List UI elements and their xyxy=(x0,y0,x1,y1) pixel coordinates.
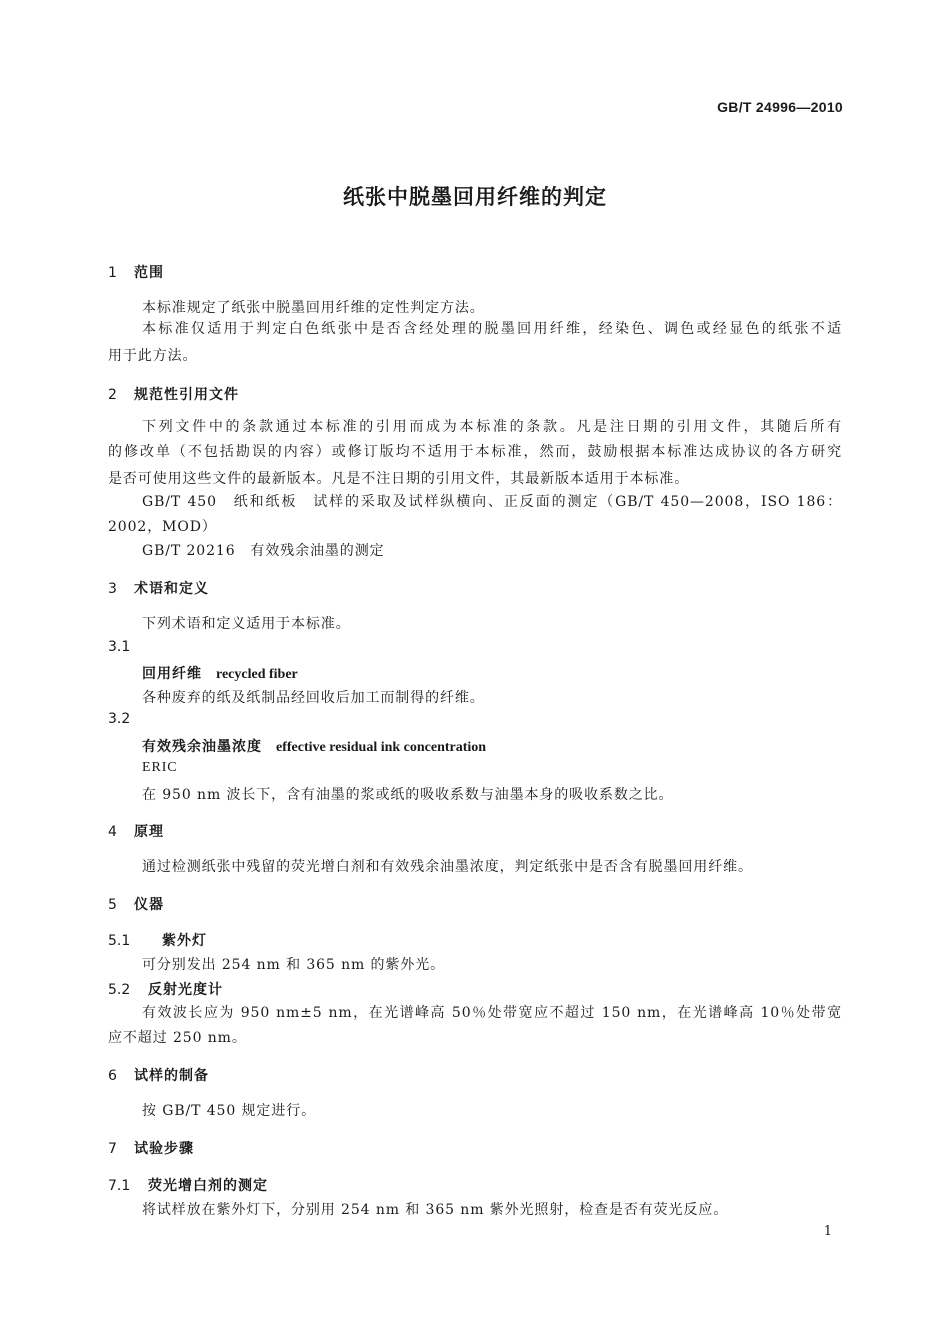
term-1-definition: 各种废弃的纸及纸制品经回收后加工而制得的纤维。 xyxy=(142,690,485,706)
s6-paragraph: 按 GB/T 450 规定进行。 xyxy=(142,1103,316,1119)
s3-paragraph: 下列术语和定义适用于本标准。 xyxy=(142,616,351,632)
section-3-heading xyxy=(108,578,209,598)
section-number: 7 xyxy=(108,1141,117,1157)
section-label: 范围 xyxy=(134,265,164,281)
section-1-heading xyxy=(108,262,164,282)
subsection-label: 荧光增白剂的测定 xyxy=(148,1178,268,1194)
standard-code: GB/T 24996—2010 xyxy=(717,99,843,115)
section-number: 5 xyxy=(108,897,117,913)
s7-1-paragraph: 将试样放在紫外灯下，分别用 254 nm 和 365 nm 紫外光照射，检查是否有荧光反应。 xyxy=(142,1202,729,1218)
s2-paragraph-line-3: 是否可使用这些文件的最新版本。凡是不注日期的引用文件，其最新版本适用于本标准。 xyxy=(108,471,690,487)
term-2-heading xyxy=(142,736,486,756)
subsection-label: 反射光度计 xyxy=(148,982,223,998)
section-label: 原理 xyxy=(134,824,164,840)
section-label: 试样的制备 xyxy=(134,1068,209,1084)
section-number: 1 xyxy=(108,265,117,281)
section-6-heading xyxy=(108,1065,209,1085)
section-label: 试验步骤 xyxy=(134,1141,194,1157)
subsection-label: 紫外灯 xyxy=(162,933,207,949)
page-number: 1 xyxy=(823,1224,832,1239)
section-number: 4 xyxy=(108,824,117,840)
s2-paragraph-line-2: 的修改单（不包括勘误的内容）或修订版均不适用于本标准，然而，鼓励根据本标准达成协议的各方研究 xyxy=(108,444,842,460)
s5-2-paragraph-line-2: 应不超过 250 nm。 xyxy=(108,1030,247,1046)
subsection-5-1-heading xyxy=(108,930,207,950)
s5-1-paragraph: 可分别发出 254 nm 和 365 nm 的紫外光。 xyxy=(142,957,446,973)
subsection-5-2-heading xyxy=(108,979,223,999)
reference-1-line-1: GB/T 450 纸和纸板 试样的采取及试样纵横向、正反面的测定（GB/T 450—2008，ISO 186： xyxy=(142,494,842,510)
s1-paragraph-2-line-2: 用于此方法。 xyxy=(108,348,198,364)
section-label: 术语和定义 xyxy=(134,581,209,597)
s2-paragraph-line-1: 下列文件中的条款通过本标准的引用而成为本标准的条款。凡是注日期的引用文件，其随后所有 xyxy=(142,419,842,435)
subsection-number: 5.2 xyxy=(108,982,131,998)
reference-2: GB/T 20216 有效残余油墨的测定 xyxy=(142,543,385,559)
section-7-heading xyxy=(108,1138,194,1158)
term-chinese: 有效残余油墨浓度 xyxy=(142,739,262,755)
term-2-number: 3.2 xyxy=(108,711,131,727)
section-label: 规范性引用文件 xyxy=(134,387,239,403)
section-2-heading xyxy=(108,384,239,404)
section-label: 仪器 xyxy=(134,897,164,913)
s5-2-paragraph-line-1: 有效波长应为 950 nm±5 nm，在光谱峰高 50％处带宽应不超过 150 nm，在光谱峰高 10％处带宽 xyxy=(142,1005,842,1021)
term-1-number: 3.1 xyxy=(108,639,131,655)
reference-1-line-2: 2002，MOD） xyxy=(108,519,217,535)
term-english: recycled fiber xyxy=(216,667,298,682)
subsection-number: 7.1 xyxy=(108,1178,131,1194)
document-title: 纸张中脱墨回用纤维的判定 xyxy=(343,185,607,209)
term-chinese: 回用纤维 xyxy=(142,666,202,682)
section-4-heading xyxy=(108,821,164,841)
term-english: effective residual ink concentration xyxy=(276,740,487,755)
section-number: 3 xyxy=(108,581,117,597)
s1-paragraph-2-line-1: 本标准仅适用于判定白色纸张中是否含经处理的脱墨回用纤维，经染色、调色或经显色的纸张不适 xyxy=(142,321,842,337)
subsection-7-1-heading xyxy=(108,1175,268,1195)
s4-paragraph: 通过检测纸张中残留的荧光增白剂和有效残余油墨浓度，判定纸张中是否含有脱墨回用纤维。 xyxy=(142,859,753,875)
section-5-heading xyxy=(108,894,164,914)
section-number: 2 xyxy=(108,387,117,403)
term-2-abbreviation: ERIC xyxy=(142,760,178,775)
s1-paragraph-1: 本标准规定了纸张中脱墨回用纤维的定性判定方法。 xyxy=(142,300,485,316)
term-1-heading xyxy=(142,663,298,683)
term-2-definition: 在 950 nm 波长下，含有油墨的浆或纸的吸收系数与油墨本身的吸收系数之比。 xyxy=(142,787,674,803)
subsection-number: 5.1 xyxy=(108,933,131,949)
section-number: 6 xyxy=(108,1068,117,1084)
